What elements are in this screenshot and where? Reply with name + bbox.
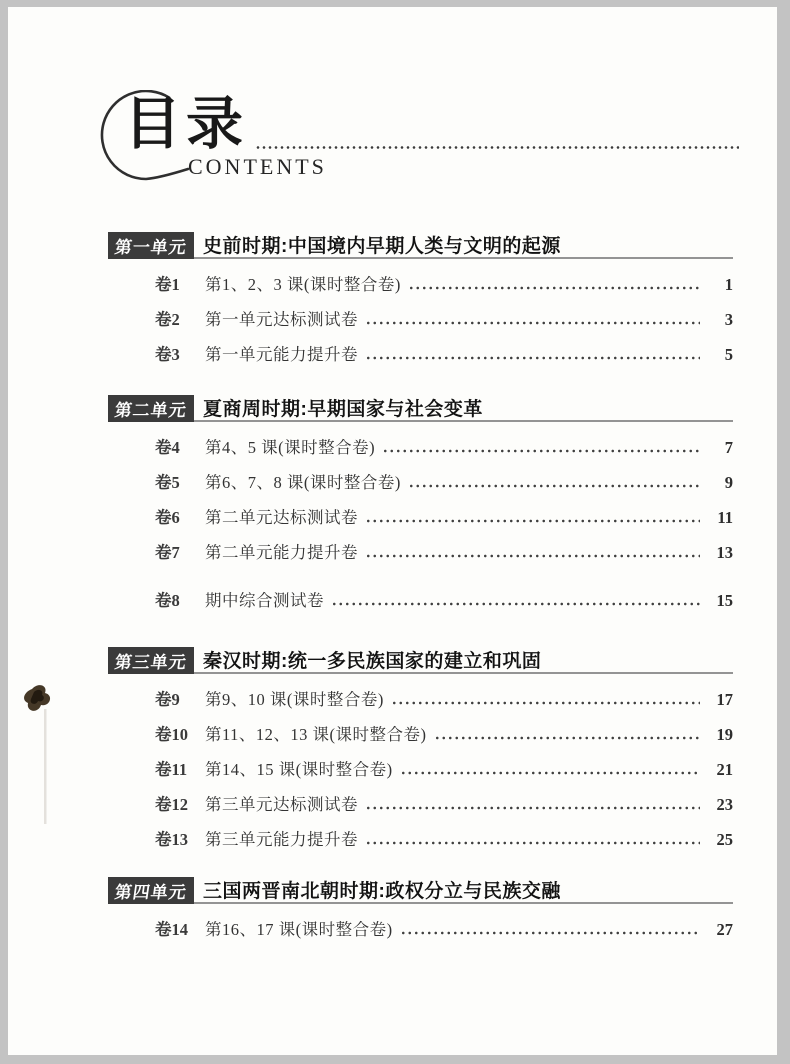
- unit-title-rule: [194, 877, 733, 904]
- toc-entry: [155, 721, 733, 743]
- volume-label: 卷3: [155, 345, 180, 364]
- dot-leader: [365, 321, 700, 325]
- dot-leader: [382, 449, 700, 453]
- header-dotted-line: [255, 145, 739, 150]
- dot-leader: [365, 554, 700, 558]
- volume-label: 卷14: [155, 920, 188, 939]
- unit-badge: [108, 877, 194, 904]
- unit-title-rule: [194, 395, 733, 422]
- page-number: 19: [716, 725, 733, 744]
- page-number: 25: [716, 830, 733, 849]
- volume-label: 卷10: [155, 725, 188, 744]
- unit-header: [108, 232, 733, 259]
- entry-title: 期中综合测试卷: [205, 591, 324, 610]
- unit-badge: [108, 232, 194, 259]
- entry-title: 第4、5 课(课时整合卷): [205, 438, 376, 457]
- unit-section: [108, 232, 733, 363]
- unit-badge-label: 第一单元: [113, 238, 189, 257]
- page-number: 15: [716, 591, 733, 610]
- unit-section: [108, 647, 733, 848]
- volume-label: 卷4: [155, 438, 180, 457]
- unit-section: [108, 395, 733, 609]
- page-number: 23: [716, 795, 733, 814]
- dot-leader: [365, 356, 700, 360]
- volume-label: 卷7: [155, 543, 180, 562]
- toc-title-english: CONTENTS: [188, 154, 327, 179]
- toc-entry: [155, 791, 733, 813]
- volume-label: 卷11: [155, 760, 188, 779]
- dot-leader: [408, 484, 700, 488]
- unit-header: [108, 877, 733, 904]
- unit-badge: [108, 647, 194, 674]
- dot-leader: [434, 736, 700, 740]
- dot-leader: [391, 701, 700, 705]
- page: [8, 7, 777, 1055]
- volume-label: 卷2: [155, 310, 180, 329]
- dot-leader: [400, 931, 700, 935]
- toc-entry: [155, 587, 733, 609]
- entry-title: 第9、10 课(课时整合卷): [205, 690, 384, 709]
- page-number: 17: [716, 690, 733, 709]
- toc-header: [108, 88, 733, 196]
- page-number: 9: [724, 473, 733, 492]
- entry-title: 第二单元达标测试卷: [205, 508, 358, 527]
- unit-title: 秦汉时期:统一多民族国家的建立和巩固: [203, 651, 542, 672]
- dot-leader: [365, 806, 700, 810]
- toc-entry: [155, 756, 733, 778]
- volume-label: 卷12: [155, 795, 188, 814]
- unit-badge-label: 第四单元: [113, 883, 189, 902]
- unit-badge-label: 第三单元: [113, 653, 189, 672]
- toc-entry: [155, 539, 733, 561]
- ink-smudge: [18, 679, 78, 849]
- unit-badge-label: 第二单元: [113, 401, 189, 420]
- unit-rows: [108, 674, 733, 848]
- dot-leader: [400, 771, 700, 775]
- unit-title-rule: [194, 232, 733, 259]
- page-number: 1: [724, 275, 733, 294]
- dot-leader: [365, 841, 700, 845]
- page-number: 13: [716, 543, 733, 562]
- unit-header: [108, 395, 733, 422]
- volume-label: 卷9: [155, 690, 180, 709]
- entry-title: 第三单元能力提升卷: [205, 830, 358, 849]
- entry-title: 第11、12、13 课(课时整合卷): [205, 725, 427, 744]
- toc-entry: [155, 826, 733, 848]
- unit-title-rule: [194, 647, 733, 674]
- toc-entry: [155, 434, 733, 456]
- entry-title: 第三单元达标测试卷: [205, 795, 358, 814]
- unit-title: 夏商周时期:早期国家与社会变革: [203, 399, 483, 420]
- volume-label: 卷8: [155, 591, 180, 610]
- unit-section: [108, 877, 733, 938]
- entry-title: 第16、17 课(课时整合卷): [205, 920, 393, 939]
- volume-label: 卷6: [155, 508, 180, 527]
- volume-label: 卷13: [155, 830, 188, 849]
- toc-entry: [155, 341, 733, 363]
- toc-title-chinese: 目录: [124, 92, 248, 156]
- page-number: 21: [716, 760, 733, 779]
- toc-sections: [108, 232, 733, 938]
- toc-entry: [155, 916, 733, 938]
- dot-leader: [331, 602, 700, 606]
- page-content: [8, 88, 777, 938]
- page-number: 5: [724, 345, 733, 364]
- entry-title: 第1、2、3 课(课时整合卷): [205, 275, 401, 294]
- volume-label: 卷5: [155, 473, 180, 492]
- entry-title: 第二单元能力提升卷: [205, 543, 358, 562]
- volume-label: 卷1: [155, 275, 180, 294]
- toc-entry: [155, 306, 733, 328]
- page-number: 27: [716, 920, 733, 939]
- dot-leader: [365, 519, 700, 523]
- entry-title: 第14、15 课(课时整合卷): [205, 760, 393, 779]
- toc-entry: [155, 686, 733, 708]
- dot-leader: [408, 286, 700, 290]
- unit-header: [108, 647, 733, 674]
- entry-title: 第6、7、8 课(课时整合卷): [205, 473, 401, 492]
- toc-entry: [155, 469, 733, 491]
- entry-title: 第一单元达标测试卷: [205, 310, 358, 329]
- page-number: 3: [724, 310, 733, 329]
- unit-rows: [108, 422, 733, 609]
- page-number: 11: [717, 508, 733, 527]
- toc-entry: [155, 271, 733, 293]
- unit-rows: [108, 904, 733, 938]
- unit-title: 史前时期:中国境内早期人类与文明的起源: [203, 236, 561, 257]
- unit-title: 三国两晋南北朝时期:政权分立与民族交融: [203, 881, 561, 902]
- toc-entry: [155, 504, 733, 526]
- entry-title: 第一单元能力提升卷: [205, 345, 358, 364]
- unit-badge: [108, 395, 194, 422]
- page-number: 7: [724, 438, 733, 457]
- unit-rows: [108, 259, 733, 363]
